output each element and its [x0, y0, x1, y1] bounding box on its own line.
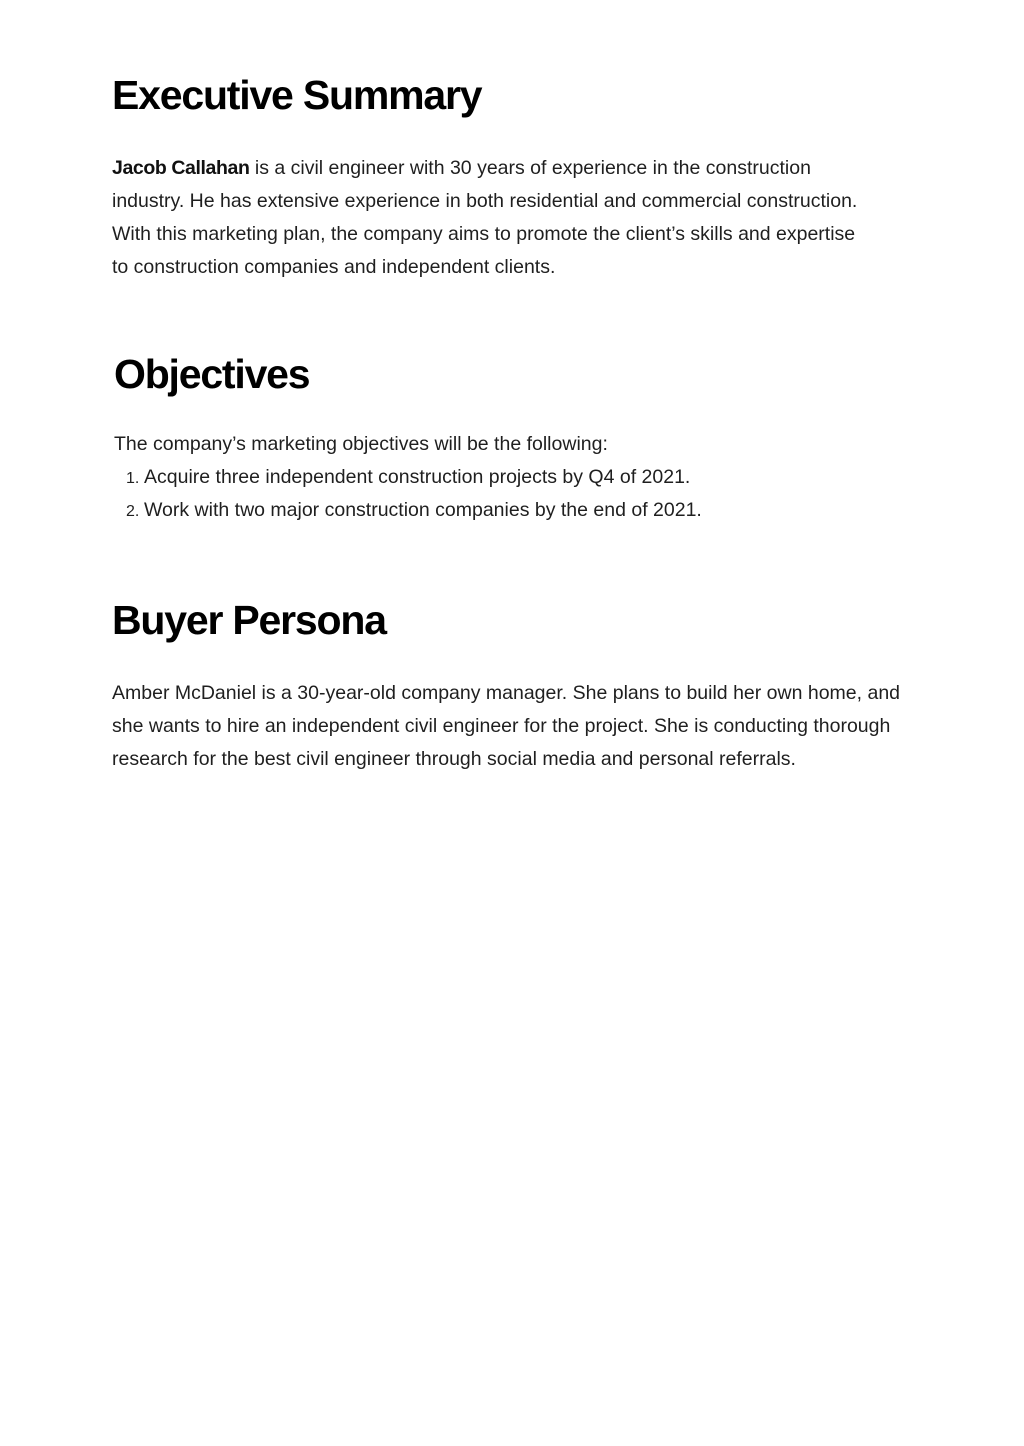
list-item	[114, 461, 914, 494]
objectives-heading: Objectives	[114, 351, 310, 397]
list-item-number: 2.	[126, 503, 140, 520]
executive-summary-paragraph	[112, 152, 872, 284]
objectives-list	[114, 461, 914, 527]
buyer-persona-section	[112, 597, 912, 776]
executive-summary-heading: Executive Summary	[112, 72, 482, 118]
list-item-text: Acquire three independent construction projects by Q4 of 2021.	[144, 466, 691, 488]
objectives-intro: The company’s marketing objectives will be the following:	[114, 433, 608, 455]
executive-summary-text: is a civil engineer with 30 years of experience in the construction industry. He has extensive experience in both residential and commercial construction. With this marketing plan, the company aims to promote the client’s skills and expertise to construction companies and independent clients.	[112, 157, 858, 278]
executive-summary-section	[112, 72, 912, 284]
list-item-number: 1.	[126, 470, 140, 487]
buyer-persona-heading: Buyer Persona	[112, 597, 386, 643]
list-item-text: Work with two major construction companies by the end of 2021.	[144, 499, 702, 521]
client-name: Jacob Callahan	[112, 157, 250, 179]
buyer-persona-paragraph: Amber McDaniel is a 30-year-old company manager. She plans to build her own home, and she wants to hire an independent civil engineer for the project. She is conducting thorough research for the best civil engineer through social media and personal referrals.	[112, 682, 901, 770]
objectives-section	[114, 351, 914, 527]
list-item	[114, 494, 914, 527]
